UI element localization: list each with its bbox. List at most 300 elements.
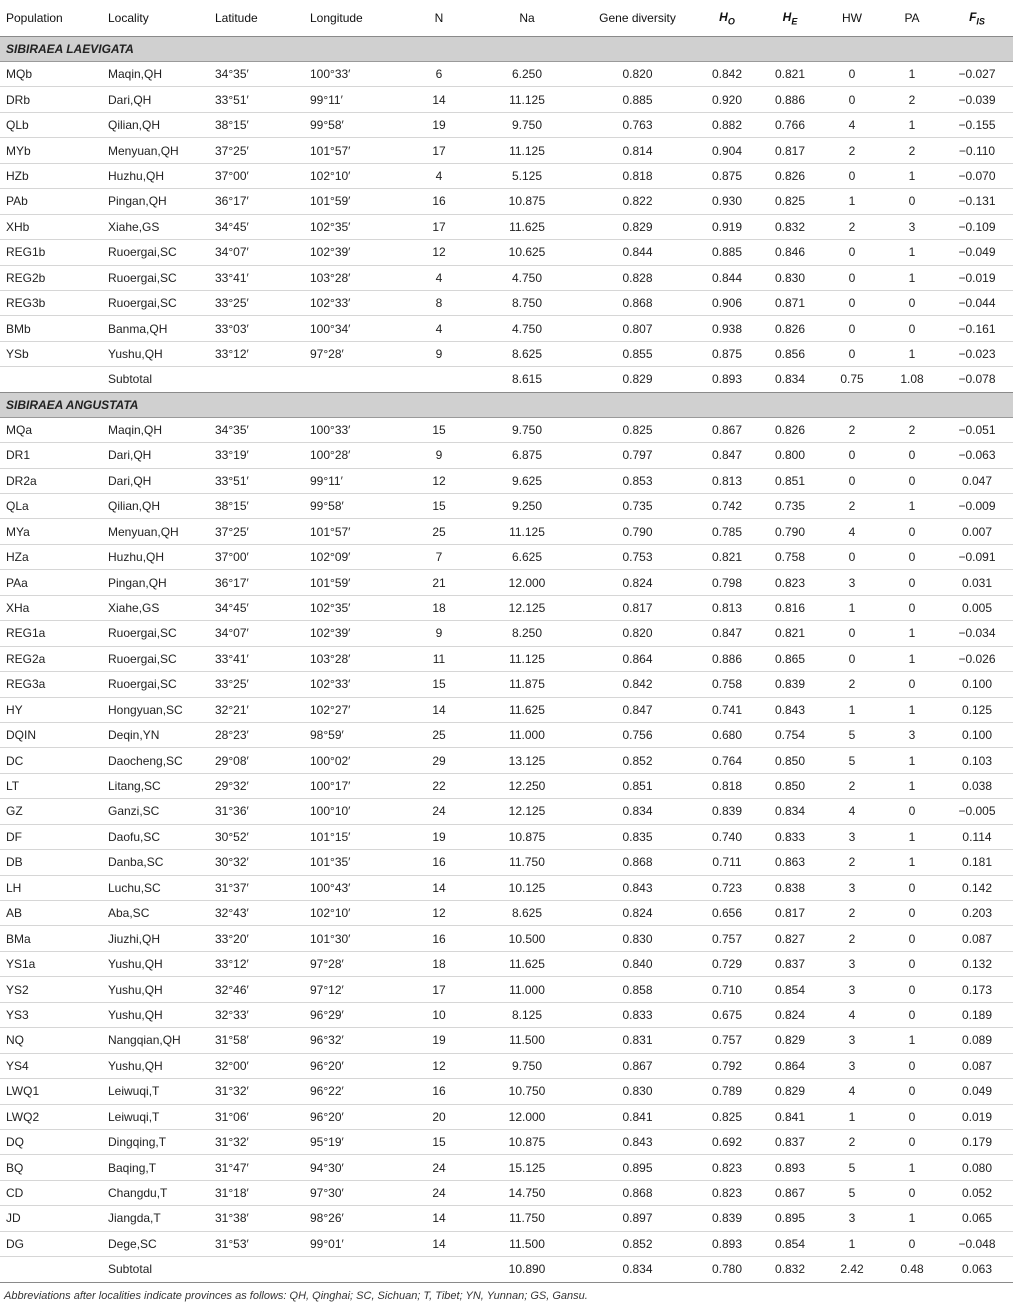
cell-na: 6.625: [474, 544, 580, 569]
cell-latitude: [209, 367, 304, 392]
cell-n: 25: [404, 519, 474, 544]
table-row: [0, 112, 1013, 137]
cell-na: 11.000: [474, 977, 580, 1002]
cell-hw: 0: [821, 468, 883, 493]
cell-he: 0.821: [759, 621, 821, 646]
cell-locality: Pingan,QH: [102, 570, 209, 595]
cell-population: REG3a: [0, 672, 102, 697]
species-group-label: SIBIRAEA LAEVIGATA: [0, 37, 1013, 62]
cell-na: 11.750: [474, 850, 580, 875]
cell-population: XHa: [0, 595, 102, 620]
cell-population: REG1a: [0, 621, 102, 646]
cell-ho: 0.710: [695, 977, 759, 1002]
cell-longitude: 97°30′: [304, 1180, 404, 1205]
cell-n: 14: [404, 697, 474, 722]
cell-hw: 0: [821, 443, 883, 468]
cell-hw: 3: [821, 951, 883, 976]
cell-pa: 3: [883, 722, 941, 747]
cell-he: 0.895: [759, 1206, 821, 1231]
cell-he: 0.821: [759, 62, 821, 87]
cell-pa: 1: [883, 341, 941, 366]
table-row: [0, 1002, 1013, 1027]
cell-latitude: 33°41′: [209, 265, 304, 290]
cell-pa: 0: [883, 316, 941, 341]
cell-fis: 0.080: [941, 1155, 1013, 1180]
cell-fis: −0.034: [941, 621, 1013, 646]
cell-pa: 0: [883, 595, 941, 620]
cell-he: 0.841: [759, 1104, 821, 1129]
cell-n: 12: [404, 240, 474, 265]
cell-latitude: 31°37′: [209, 875, 304, 900]
cell-he: 0.837: [759, 1129, 821, 1154]
cell-pa: 1: [883, 62, 941, 87]
cell-na: 6.875: [474, 443, 580, 468]
species-group-row: [0, 37, 1013, 62]
cell-population: YSb: [0, 341, 102, 366]
cell-longitude: 101°57′: [304, 519, 404, 544]
cell-locality: Danba,SC: [102, 850, 209, 875]
cell-ho: 0.875: [695, 341, 759, 366]
cell-latitude: 33°51′: [209, 87, 304, 112]
cell-locality: Dari,QH: [102, 468, 209, 493]
cell-n: 16: [404, 850, 474, 875]
cell-he: 0.829: [759, 1028, 821, 1053]
table-row: [0, 240, 1013, 265]
cell-he: 0.830: [759, 265, 821, 290]
cell-longitude: 99°58′: [304, 112, 404, 137]
cell-latitude: 33°41′: [209, 646, 304, 671]
cell-fis: −0.078: [941, 367, 1013, 392]
cell-hw: 0: [821, 62, 883, 87]
cell-he: 0.817: [759, 138, 821, 163]
cell-n: 4: [404, 163, 474, 188]
cell-fis: 0.052: [941, 1180, 1013, 1205]
cell-fis: −0.005: [941, 799, 1013, 824]
cell-na: 10.875: [474, 189, 580, 214]
cell-na: 8.625: [474, 341, 580, 366]
cell-na: 9.250: [474, 494, 580, 519]
cell-ho: 0.740: [695, 824, 759, 849]
cell-latitude: 34°45′: [209, 214, 304, 239]
cell-he: 0.864: [759, 1053, 821, 1078]
cell-longitude: 102°10′: [304, 901, 404, 926]
table-row: [0, 697, 1013, 722]
cell-he: 0.754: [759, 722, 821, 747]
cell-gene-diversity: 0.851: [580, 773, 695, 798]
cell-hw: 5: [821, 748, 883, 773]
cell-gene-diversity: 0.822: [580, 189, 695, 214]
cell-n: 14: [404, 87, 474, 112]
cell-ho: 0.656: [695, 901, 759, 926]
cell-fis: 0.019: [941, 1104, 1013, 1129]
cell-pa: 1: [883, 850, 941, 875]
cell-fis: 0.142: [941, 875, 1013, 900]
cell-fis: −0.131: [941, 189, 1013, 214]
cell-n: 15: [404, 494, 474, 519]
cell-locality: Xiahe,GS: [102, 214, 209, 239]
cell-hw: 3: [821, 977, 883, 1002]
cell-gene-diversity: 0.868: [580, 290, 695, 315]
cell-ho: 0.757: [695, 926, 759, 951]
cell-pa: 1: [883, 646, 941, 671]
cell-latitude: 33°25′: [209, 290, 304, 315]
cell-ho: 0.821: [695, 544, 759, 569]
cell-locality: Maqin,QH: [102, 417, 209, 442]
cell-gene-diversity: 0.830: [580, 926, 695, 951]
cell-pa: 0: [883, 901, 941, 926]
cell-latitude: 31°32′: [209, 1079, 304, 1104]
cell-latitude: 31°38′: [209, 1206, 304, 1231]
cell-n: 14: [404, 1231, 474, 1256]
cell-gene-diversity: 0.840: [580, 951, 695, 976]
cell-locality: Yushu,QH: [102, 1002, 209, 1027]
cell-he: 0.832: [759, 1257, 821, 1282]
cell-he: 0.833: [759, 824, 821, 849]
cell-population: HY: [0, 697, 102, 722]
cell-locality: Pingan,QH: [102, 189, 209, 214]
cell-gene-diversity: 0.835: [580, 824, 695, 849]
cell-population: NQ: [0, 1028, 102, 1053]
cell-longitude: [304, 367, 404, 392]
cell-pa: 0: [883, 1104, 941, 1129]
cell-latitude: 38°15′: [209, 112, 304, 137]
cell-fis: −0.027: [941, 62, 1013, 87]
cell-longitude: 102°27′: [304, 697, 404, 722]
table-row: [0, 748, 1013, 773]
cell-fis: −0.049: [941, 240, 1013, 265]
cell-he: 0.871: [759, 290, 821, 315]
cell-na: 11.125: [474, 138, 580, 163]
cell-longitude: 96°20′: [304, 1053, 404, 1078]
cell-longitude: 99°11′: [304, 87, 404, 112]
cell-hw: 0: [821, 240, 883, 265]
cell-gene-diversity: 0.864: [580, 646, 695, 671]
cell-ho: 0.711: [695, 850, 759, 875]
cell-hw: 5: [821, 1155, 883, 1180]
cell-latitude: 37°00′: [209, 544, 304, 569]
cell-n: 21: [404, 570, 474, 595]
cell-ho: 0.789: [695, 1079, 759, 1104]
cell-latitude: 34°35′: [209, 62, 304, 87]
cell-ho: 0.930: [695, 189, 759, 214]
cell-population: LT: [0, 773, 102, 798]
cell-locality: Ruoergai,SC: [102, 646, 209, 671]
cell-na: 15.125: [474, 1155, 580, 1180]
table-footnote: Abbreviations after localities indicate provinces as follows: QH, Qinghai; SC, Sichuan; T, Tibet; YN, Yunnan; GS, Gansu.: [4, 1289, 588, 1302]
cell-n: 24: [404, 799, 474, 824]
cell-ho: 0.893: [695, 1231, 759, 1256]
table-row: [0, 824, 1013, 849]
table-row: [0, 901, 1013, 926]
table-row: [0, 290, 1013, 315]
cell-longitude: 102°35′: [304, 214, 404, 239]
cell-pa: 1.08: [883, 367, 941, 392]
cell-n: [404, 1257, 474, 1282]
cell-n: 9: [404, 443, 474, 468]
cell-gene-diversity: 0.895: [580, 1155, 695, 1180]
cell-hw: 0: [821, 163, 883, 188]
cell-na: 11.125: [474, 87, 580, 112]
cell-population: CD: [0, 1180, 102, 1205]
cell-latitude: 32°00′: [209, 1053, 304, 1078]
cell-ho: 0.742: [695, 494, 759, 519]
cell-hw: 4: [821, 112, 883, 137]
cell-hw: 5: [821, 722, 883, 747]
cell-population: DQ: [0, 1129, 102, 1154]
cell-population: BQ: [0, 1155, 102, 1180]
cell-n: 8: [404, 290, 474, 315]
cell-he: 0.851: [759, 468, 821, 493]
cell-population: YS2: [0, 977, 102, 1002]
cell-longitude: 102°35′: [304, 595, 404, 620]
cell-population: MYb: [0, 138, 102, 163]
table-row: [0, 1206, 1013, 1231]
cell-gene-diversity: 0.820: [580, 621, 695, 646]
cell-fis: −0.023: [941, 341, 1013, 366]
cell-latitude: 31°06′: [209, 1104, 304, 1129]
cell-n: 25: [404, 722, 474, 747]
cell-locality: Huzhu,QH: [102, 544, 209, 569]
cell-fis: −0.039: [941, 87, 1013, 112]
table-row: [0, 570, 1013, 595]
cell-na: 4.750: [474, 265, 580, 290]
cell-locality: Changdu,T: [102, 1180, 209, 1205]
cell-longitude: 101°15′: [304, 824, 404, 849]
cell-population: REG2a: [0, 646, 102, 671]
cell-na: 10.125: [474, 875, 580, 900]
cell-pa: 0: [883, 977, 941, 1002]
cell-locality: Ruoergai,SC: [102, 240, 209, 265]
cell-hw: 0: [821, 621, 883, 646]
cell-longitude: 102°09′: [304, 544, 404, 569]
cell-longitude: 103°28′: [304, 646, 404, 671]
cell-population: DR1: [0, 443, 102, 468]
cell-ho: 0.675: [695, 1002, 759, 1027]
cell-locality: Qilian,QH: [102, 112, 209, 137]
cell-he: 0.800: [759, 443, 821, 468]
cell-fis: −0.070: [941, 163, 1013, 188]
cell-n: 9: [404, 621, 474, 646]
cell-longitude: [304, 1257, 404, 1282]
cell-locality: Qilian,QH: [102, 494, 209, 519]
cell-pa: 0: [883, 672, 941, 697]
cell-na: 8.125: [474, 1002, 580, 1027]
cell-longitude: 98°26′: [304, 1206, 404, 1231]
cell-hw: 0: [821, 544, 883, 569]
table-row: [0, 1231, 1013, 1256]
cell-population: YS1a: [0, 951, 102, 976]
cell-he: 0.838: [759, 875, 821, 900]
cell-he: 0.834: [759, 367, 821, 392]
table-row: [0, 621, 1013, 646]
cell-latitude: 34°07′: [209, 621, 304, 646]
cell-pa: 1: [883, 697, 941, 722]
cell-population: [0, 1257, 102, 1282]
cell-longitude: 98°59′: [304, 722, 404, 747]
table-row: [0, 544, 1013, 569]
cell-n: 4: [404, 265, 474, 290]
cell-pa: 1: [883, 1155, 941, 1180]
cell-longitude: 99°58′: [304, 494, 404, 519]
table-row: [0, 62, 1013, 87]
cell-ho: 0.906: [695, 290, 759, 315]
cell-population: [0, 367, 102, 392]
cell-locality: Huzhu,QH: [102, 163, 209, 188]
col-header-na: Na: [474, 0, 580, 37]
cell-gene-diversity: 0.829: [580, 367, 695, 392]
cell-ho: 0.919: [695, 214, 759, 239]
cell-latitude: 31°58′: [209, 1028, 304, 1053]
cell-ho: 0.780: [695, 1257, 759, 1282]
cell-hw: 3: [821, 1053, 883, 1078]
cell-na: 10.500: [474, 926, 580, 951]
cell-pa: 1: [883, 1206, 941, 1231]
cell-gene-diversity: 0.842: [580, 672, 695, 697]
cell-longitude: 102°33′: [304, 290, 404, 315]
cell-latitude: 32°43′: [209, 901, 304, 926]
cell-n: [404, 367, 474, 392]
cell-gene-diversity: 0.831: [580, 1028, 695, 1053]
cell-pa: 1: [883, 773, 941, 798]
cell-latitude: 29°32′: [209, 773, 304, 798]
cell-latitude: 33°20′: [209, 926, 304, 951]
cell-population: DF: [0, 824, 102, 849]
cell-n: 14: [404, 1206, 474, 1231]
cell-pa: 1: [883, 163, 941, 188]
cell-gene-diversity: 0.868: [580, 850, 695, 875]
cell-fis: 0.087: [941, 926, 1013, 951]
cell-he: 0.886: [759, 87, 821, 112]
table-row: [0, 1079, 1013, 1104]
cell-n: 4: [404, 316, 474, 341]
table-row: [0, 926, 1013, 951]
cell-pa: 0: [883, 1053, 941, 1078]
cell-locality: Dingqing,T: [102, 1129, 209, 1154]
cell-longitude: 94°30′: [304, 1155, 404, 1180]
cell-n: 17: [404, 977, 474, 1002]
cell-pa: 1: [883, 112, 941, 137]
cell-hw: 0: [821, 341, 883, 366]
cell-ho: 0.904: [695, 138, 759, 163]
cell-hw: 1: [821, 697, 883, 722]
cell-population: DB: [0, 850, 102, 875]
cell-pa: 1: [883, 824, 941, 849]
cell-he: 0.893: [759, 1155, 821, 1180]
cell-locality: Yushu,QH: [102, 341, 209, 366]
cell-pa: 0: [883, 799, 941, 824]
cell-he: 0.823: [759, 570, 821, 595]
cell-n: 18: [404, 595, 474, 620]
cell-na: 10.875: [474, 1129, 580, 1154]
cell-fis: 0.049: [941, 1079, 1013, 1104]
cell-n: 18: [404, 951, 474, 976]
cell-gene-diversity: 0.843: [580, 875, 695, 900]
cell-population: XHb: [0, 214, 102, 239]
cell-gene-diversity: 0.844: [580, 240, 695, 265]
cell-ho: 0.813: [695, 595, 759, 620]
cell-ho: 0.825: [695, 1104, 759, 1129]
cell-hw: 2: [821, 417, 883, 442]
cell-pa: 0: [883, 468, 941, 493]
cell-he: 0.846: [759, 240, 821, 265]
cell-longitude: 100°33′: [304, 62, 404, 87]
species-group-label: SIBIRAEA ANGUSTATA: [0, 392, 1013, 417]
cell-hw: 4: [821, 1079, 883, 1104]
cell-fis: 0.173: [941, 977, 1013, 1002]
cell-population: GZ: [0, 799, 102, 824]
cell-hw: 0: [821, 290, 883, 315]
cell-hw: 1: [821, 189, 883, 214]
cell-population: DC: [0, 748, 102, 773]
cell-he: 0.865: [759, 646, 821, 671]
cell-locality: Subtotal: [102, 367, 209, 392]
cell-na: 10.750: [474, 1079, 580, 1104]
cell-gene-diversity: 0.829: [580, 214, 695, 239]
table-body: [0, 37, 1013, 1283]
cell-latitude: 28°23′: [209, 722, 304, 747]
cell-locality: Menyuan,QH: [102, 519, 209, 544]
col-header-ho: $H_O$: [695, 0, 759, 37]
cell-pa: 2: [883, 417, 941, 442]
cell-population: REG3b: [0, 290, 102, 315]
cell-fis: 0.100: [941, 672, 1013, 697]
cell-population: MQb: [0, 62, 102, 87]
cell-gene-diversity: 0.753: [580, 544, 695, 569]
cell-pa: 0: [883, 1079, 941, 1104]
cell-pa: 2: [883, 87, 941, 112]
cell-locality: Dari,QH: [102, 87, 209, 112]
cell-hw: 2.42: [821, 1257, 883, 1282]
cell-longitude: 102°10′: [304, 163, 404, 188]
cell-pa: 0: [883, 189, 941, 214]
cell-locality: Subtotal: [102, 1257, 209, 1282]
cell-hw: 3: [821, 570, 883, 595]
cell-ho: 0.741: [695, 697, 759, 722]
table-row: [0, 977, 1013, 1002]
cell-latitude: 33°03′: [209, 316, 304, 341]
table-row: [0, 1129, 1013, 1154]
table-row: [0, 646, 1013, 671]
cell-n: 15: [404, 1129, 474, 1154]
cell-fis: 0.114: [941, 824, 1013, 849]
cell-longitude: 100°28′: [304, 443, 404, 468]
cell-n: 15: [404, 672, 474, 697]
cell-n: 12: [404, 468, 474, 493]
cell-pa: 1: [883, 265, 941, 290]
cell-gene-diversity: 0.817: [580, 595, 695, 620]
cell-n: 17: [404, 214, 474, 239]
cell-longitude: 97°28′: [304, 341, 404, 366]
cell-na: 14.750: [474, 1180, 580, 1205]
cell-he: 0.839: [759, 672, 821, 697]
cell-ho: 0.842: [695, 62, 759, 87]
cell-he: 0.766: [759, 112, 821, 137]
cell-latitude: 31°18′: [209, 1180, 304, 1205]
table-row: [0, 875, 1013, 900]
cell-longitude: 99°11′: [304, 468, 404, 493]
cell-pa: 1: [883, 240, 941, 265]
cell-pa: 1: [883, 748, 941, 773]
cell-population: JD: [0, 1206, 102, 1231]
cell-latitude: 34°07′: [209, 240, 304, 265]
cell-gene-diversity: 0.828: [580, 265, 695, 290]
cell-hw: 2: [821, 926, 883, 951]
cell-ho: 0.893: [695, 367, 759, 392]
table-row: [0, 1104, 1013, 1129]
cell-fis: −0.161: [941, 316, 1013, 341]
cell-locality: Dege,SC: [102, 1231, 209, 1256]
cell-population: REG2b: [0, 265, 102, 290]
